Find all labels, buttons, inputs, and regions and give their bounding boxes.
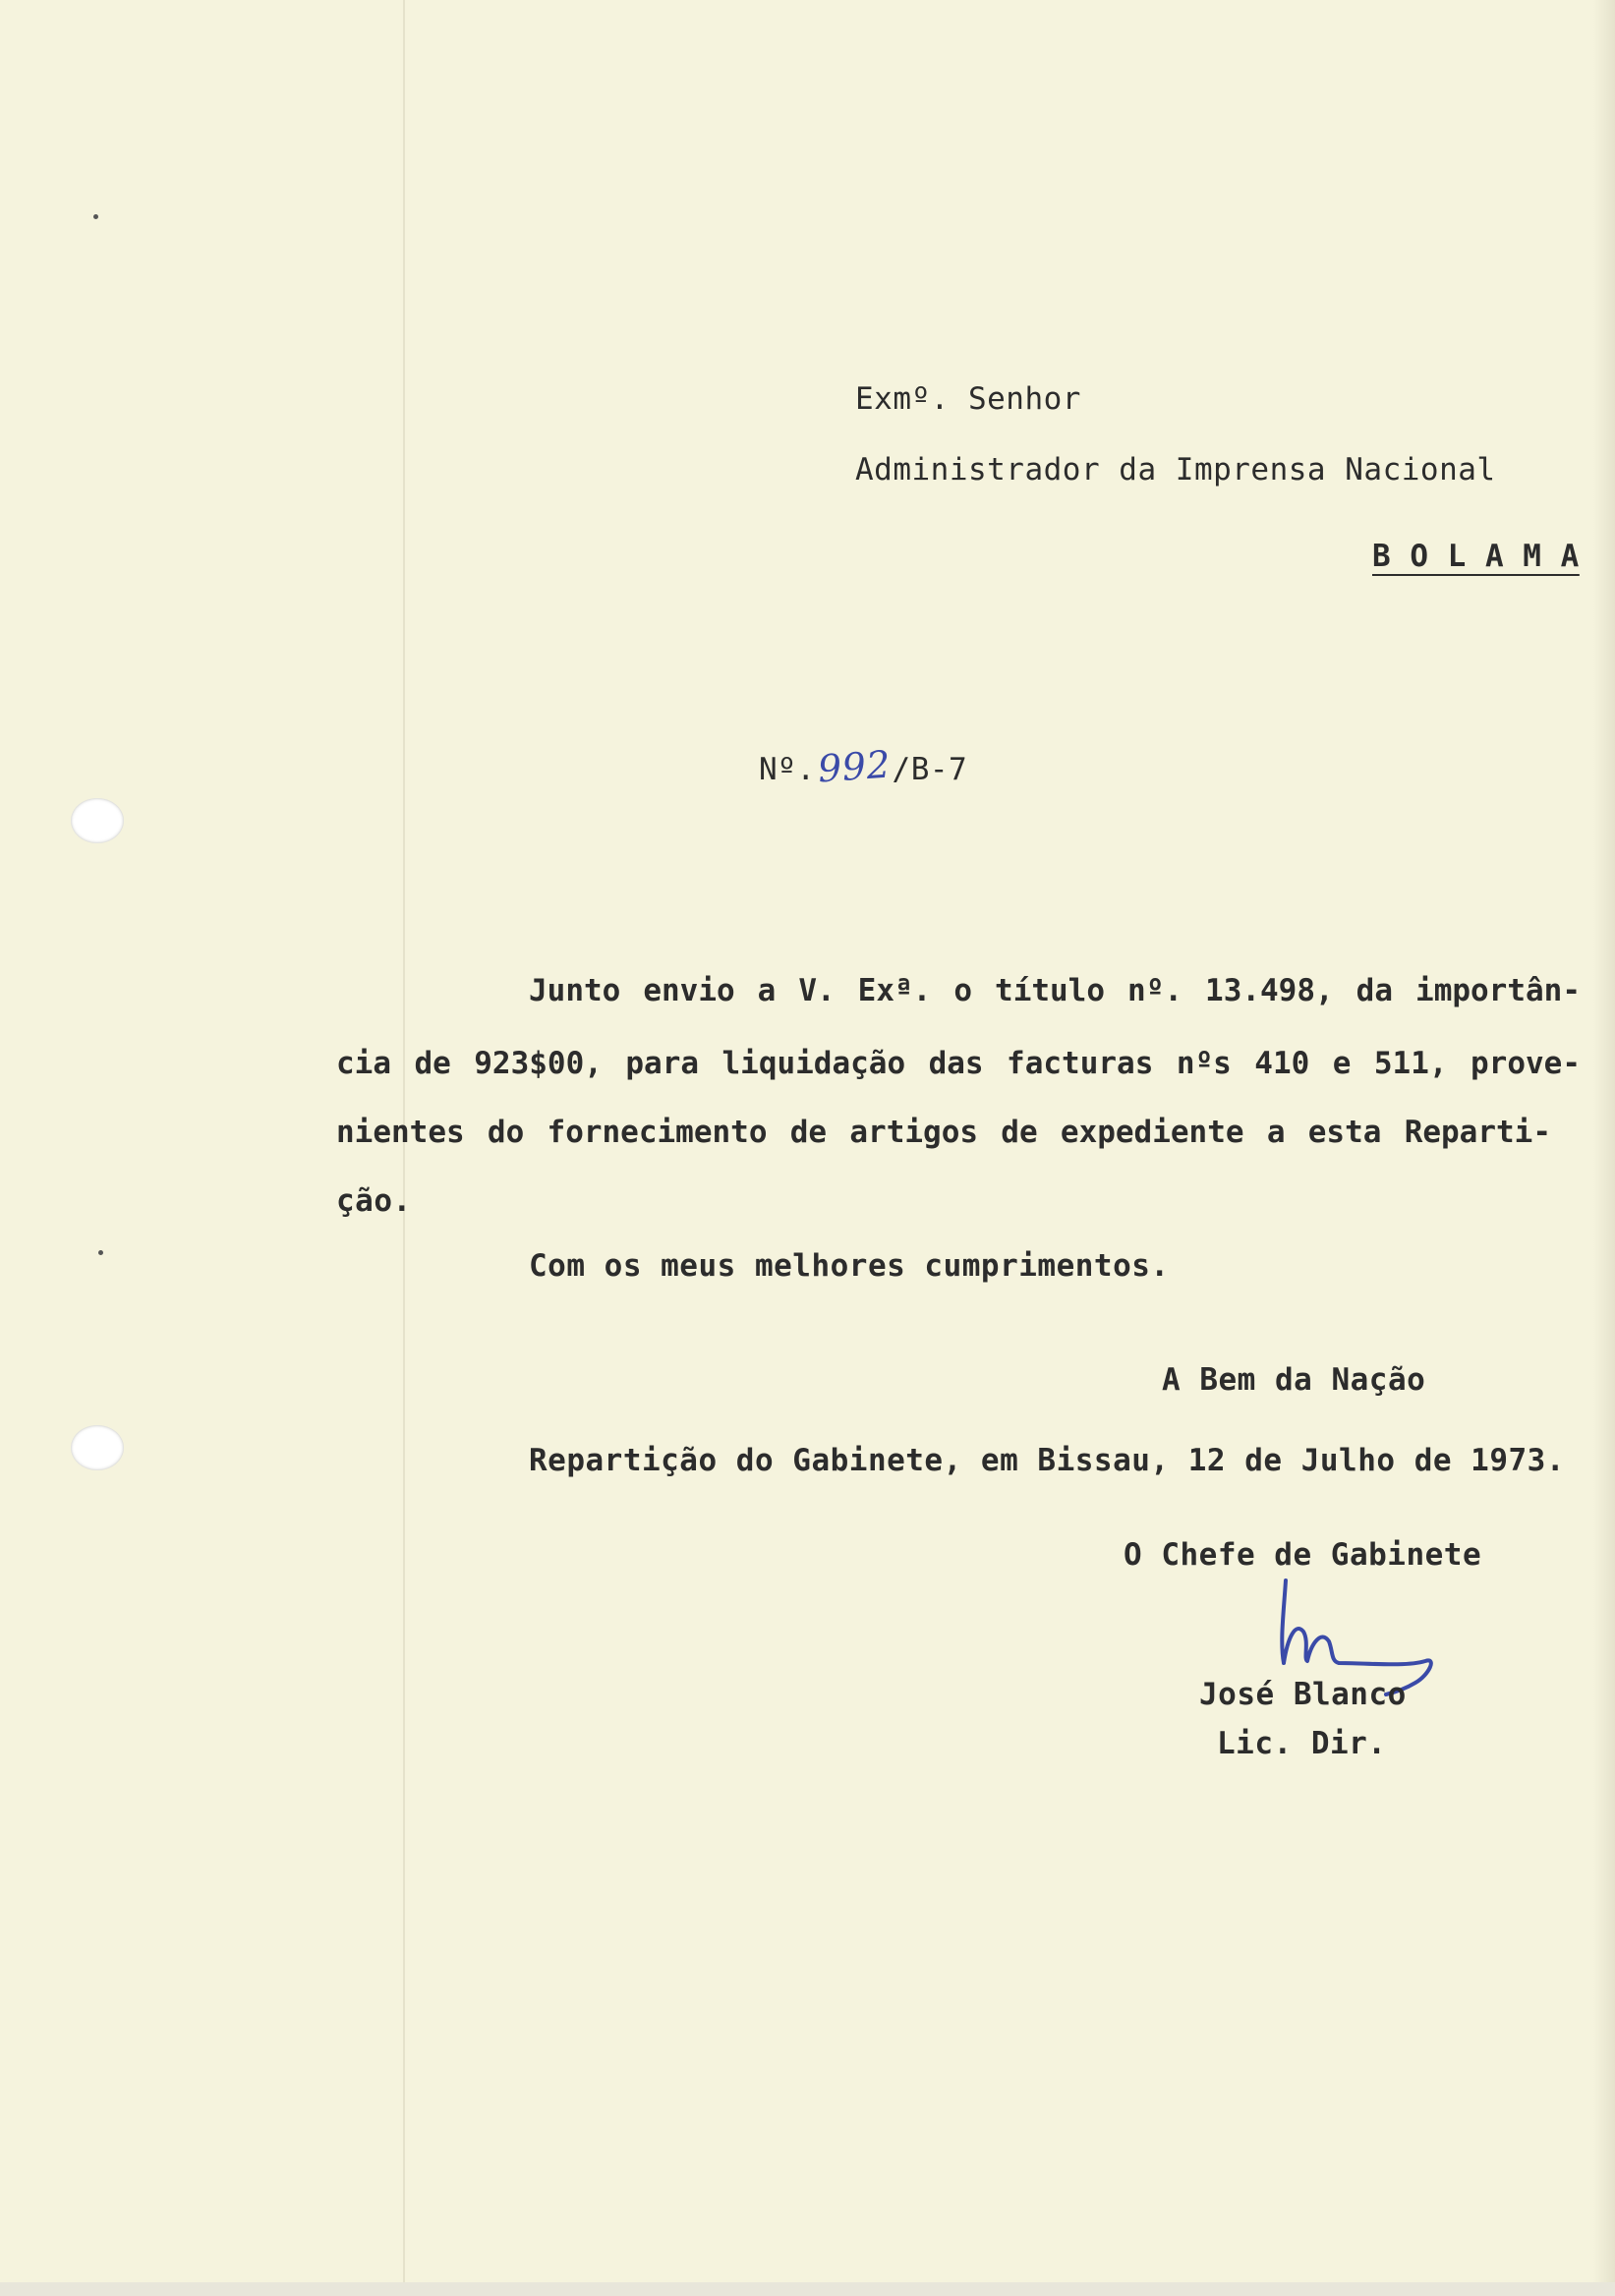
signatory-name: José Blanco	[1199, 1677, 1407, 1712]
recipient-salutation: Exmº. Senhor	[855, 381, 1081, 417]
punch-hole-bottom	[71, 1425, 124, 1470]
signatory-degree: Lic. Dir.	[1217, 1726, 1387, 1761]
body-line-3: nientes do fornecimento de artigos de expediente a esta Reparti-	[336, 1115, 1551, 1150]
closing-line: Com os meus melhores cumprimentos.	[529, 1248, 1170, 1284]
reference-number	[759, 742, 968, 791]
page-edge-shadow	[1593, 0, 1615, 2296]
page-bottom-edge	[0, 2282, 1615, 2296]
punch-hole-top	[71, 798, 124, 843]
handwritten-reference-number: 992	[816, 742, 892, 791]
place-date: Repartição do Gabinete, em Bissau, 12 de Julho de 1973.	[529, 1443, 1565, 1478]
body-line-1: Junto envio a V. Exª. o título nº. 13.498, da importân-	[529, 973, 1581, 1008]
reference-suffix: /B-7	[892, 752, 968, 787]
paper-speck	[93, 214, 98, 219]
recipient-location: B O L A M A	[1372, 539, 1580, 574]
motto: A Bem da Nação	[1162, 1362, 1426, 1398]
recipient-title: Administrador da Imprensa Nacional	[855, 452, 1496, 488]
body-line-2: cia de 923$00, para liquidação das facturas nºs 410 e 511, prove-	[336, 1046, 1581, 1081]
signatory-position: O Chefe de Gabinete	[1124, 1537, 1482, 1573]
paper-speck	[98, 1250, 103, 1255]
reference-prefix: Nº.	[759, 752, 816, 787]
body-line-4: ção.	[336, 1183, 412, 1219]
